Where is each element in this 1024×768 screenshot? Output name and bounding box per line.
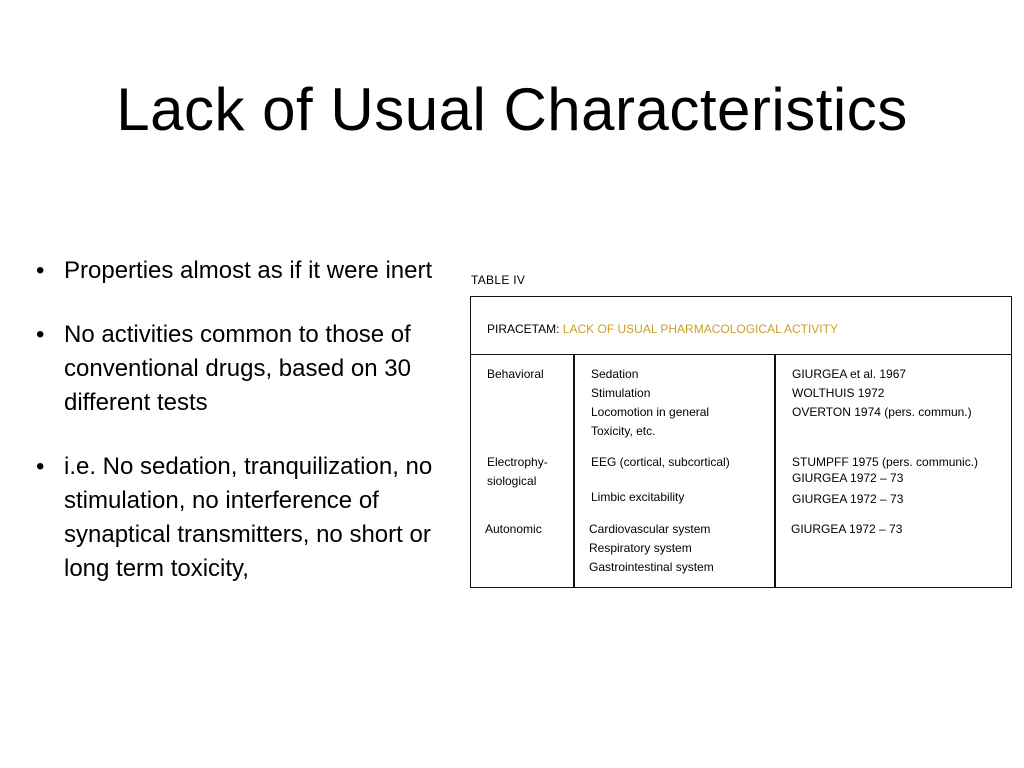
table-header-accent: LACK OF USUAL PHARMACOLOGICAL ACTIVITY [562,322,838,336]
bullet-dot-icon: • [36,321,45,348]
bullet-text: i.e. No sedation, tranquilization, no stimulation, no interference of synaptical transmitters, no short or long term toxicity, [64,453,433,582]
table-caption: TABLE IV [471,273,526,287]
bullet-text: Properties almost as if it were inert [64,257,433,284]
table-cell-category: Autonomic [485,522,542,536]
column-divider [774,355,776,587]
pharmacology-table [470,296,1012,588]
table-cell-references: GIURGEA 1972 – 73 [791,522,903,536]
bullet-list [36,254,456,616]
table-cell-category: Behavioral [487,367,544,381]
bullet-item [36,450,456,586]
table-cell-activities: Sedation Stimulation Locomotion in general Toxicity, etc. [591,367,710,438]
table-cell-activities: EEG (cortical, subcortical) Limbic excitability [591,455,730,504]
table-cell-activities: Cardiovascular system Respiratory system Gastrointestinal system [589,522,714,574]
bullet-item [36,318,456,420]
column-divider [573,355,575,587]
bullet-dot-icon: • [36,257,45,284]
table-header [471,297,1011,355]
table-header-prefix: PIRACETAM: [487,322,560,336]
slide-title: Lack of Usual Characteristics [116,76,908,143]
table-cell-references: GIURGEA et al. 1967 WOLTHUIS 1972 OVERTON 1974 (pers. commun.) [792,367,972,419]
table-cell-category: Electrophy- siological [487,455,548,488]
bullet-item [36,254,456,288]
bullet-dot-icon: • [36,453,45,480]
bullet-text: No activities common to those of conventional drugs, based on 30 different tests [64,321,411,416]
table-cell-references: STUMPFF 1975 (pers. communic.) GIURGEA 1972 – 73 GIURGEA 1972 – 73 [792,455,979,506]
